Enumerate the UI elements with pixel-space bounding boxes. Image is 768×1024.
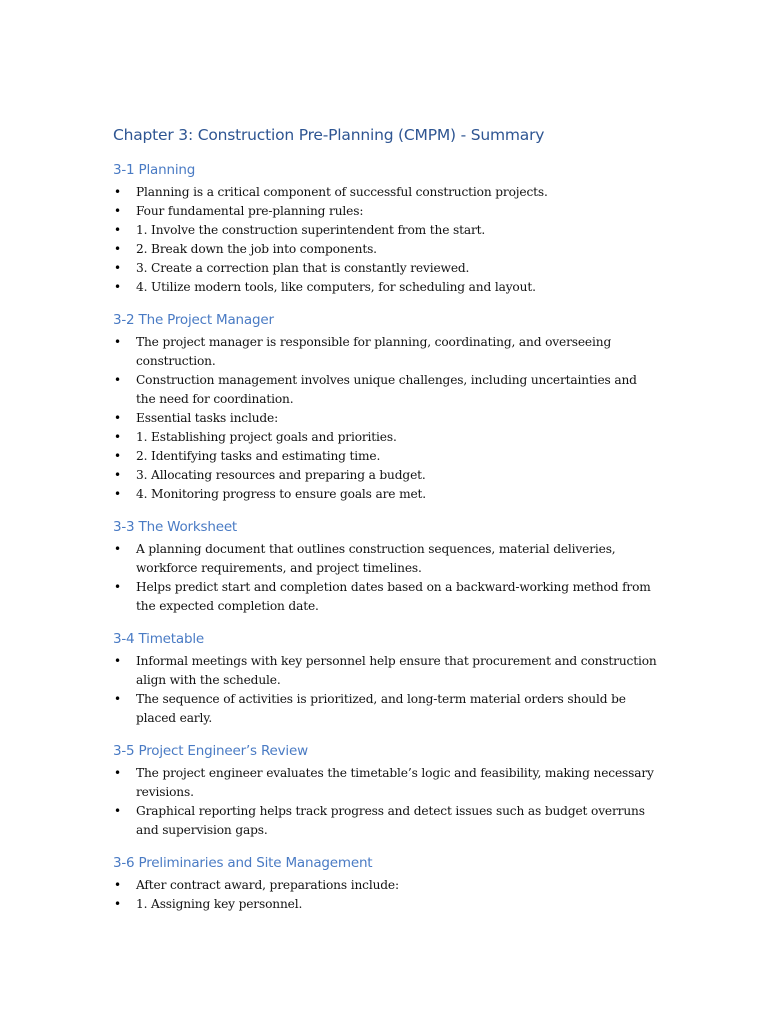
list-item-text: 3. Create a correction plan that is constantly reviewed.: [136, 261, 470, 275]
list-item: [113, 876, 658, 895]
bullet-icon: •: [114, 335, 121, 349]
bullet-list: [113, 540, 658, 616]
list-item-text: The sequence of activities is prioritized, and long-term material orders should be placed early.: [136, 692, 626, 725]
list-item-text: 3. Allocating resources and preparing a budget.: [136, 468, 426, 482]
list-item-text: Planning is a critical component of successful construction projects.: [136, 185, 548, 199]
bullet-icon: •: [114, 804, 121, 818]
bullet-icon: •: [114, 280, 121, 294]
section-preliminaries-site-management: [113, 853, 658, 914]
bullet-icon: •: [114, 654, 121, 668]
list-item-text: Helps predict start and completion dates based on a backward-working method from the expected completion date.: [136, 580, 651, 613]
list-item: [113, 895, 658, 914]
list-item: [113, 333, 658, 371]
bullet-list: [113, 764, 658, 840]
section-project-engineer-review: [113, 741, 658, 840]
section-planning: [113, 160, 658, 297]
list-item-text: Essential tasks include:: [136, 411, 279, 425]
section-heading: 3-4 Timetable: [113, 631, 204, 647]
bullet-icon: •: [114, 373, 121, 387]
document-content: [113, 124, 658, 927]
bullet-icon: •: [114, 468, 121, 482]
list-item-text: Informal meetings with key personnel help ensure that procurement and construction align with the schedule.: [136, 654, 657, 687]
bullet-icon: •: [114, 580, 121, 594]
list-item-text: 2. Break down the job into components.: [136, 242, 377, 256]
list-item: [113, 183, 658, 202]
section-worksheet: [113, 517, 658, 616]
list-item: [113, 466, 658, 485]
list-item: [113, 690, 658, 728]
list-item-text: Graphical reporting helps track progress and detect issues such as budget overruns and supervision gaps.: [136, 804, 645, 837]
list-item-text: 1. Involve the construction superintendent from the start.: [136, 223, 486, 237]
bullet-icon: •: [114, 223, 121, 237]
list-item: [113, 202, 658, 221]
bullet-icon: •: [114, 449, 121, 463]
bullet-icon: •: [114, 692, 121, 706]
list-item-text: 1. Assigning key personnel.: [136, 897, 303, 911]
list-item: [113, 540, 658, 578]
list-item: [113, 652, 658, 690]
list-item: [113, 428, 658, 447]
bullet-list: [113, 876, 658, 914]
bullet-icon: •: [114, 487, 121, 501]
list-item: [113, 278, 658, 297]
bullet-list: [113, 183, 658, 297]
list-item-text: Construction management involves unique challenges, including uncertainties and the need for coordination.: [136, 373, 637, 406]
list-item-text: Four fundamental pre-planning rules:: [136, 204, 364, 218]
list-item: [113, 802, 658, 840]
section-heading: 3-2 The Project Manager: [113, 312, 274, 328]
list-item: [113, 409, 658, 428]
list-item-text: 2. Identifying tasks and estimating time.: [136, 449, 381, 463]
list-item: [113, 221, 658, 240]
bullet-icon: •: [114, 261, 121, 275]
list-item: [113, 578, 658, 616]
bullet-icon: •: [114, 766, 121, 780]
bullet-icon: •: [114, 411, 121, 425]
list-item: [113, 371, 658, 409]
list-item: [113, 259, 658, 278]
list-item: [113, 485, 658, 504]
list-item-text: The project manager is responsible for planning, coordinating, and overseeing construction.: [136, 335, 612, 368]
bullet-icon: •: [114, 204, 121, 218]
document-title: Chapter 3: Construction Pre-Planning (CMPM) - Summary: [113, 126, 545, 144]
list-item: [113, 447, 658, 466]
section-heading: 3-5 Project Engineer’s Review: [113, 743, 308, 759]
bullet-icon: •: [114, 430, 121, 444]
bullet-icon: •: [114, 878, 121, 892]
bullet-icon: •: [114, 242, 121, 256]
bullet-list: [113, 333, 658, 504]
bullet-icon: •: [114, 897, 121, 911]
list-item-text: After contract award, preparations include:: [136, 878, 399, 892]
section-project-manager: [113, 310, 658, 504]
bullet-icon: •: [114, 185, 121, 199]
list-item: [113, 764, 658, 802]
list-item-text: 4. Monitoring progress to ensure goals are met.: [136, 487, 427, 501]
bullet-icon: •: [114, 542, 121, 556]
list-item-text: The project engineer evaluates the timetable’s logic and feasibility, making necessary revisions.: [136, 766, 654, 799]
list-item-text: 4. Utilize modern tools, like computers, for scheduling and layout.: [136, 280, 536, 294]
list-item-text: A planning document that outlines construction sequences, material deliveries, workforce requirements, and project timelines.: [136, 542, 616, 575]
section-heading: 3-3 The Worksheet: [113, 519, 238, 535]
section-heading: 3-1 Planning: [113, 162, 196, 178]
bullet-list: [113, 652, 658, 728]
section-heading: 3-6 Preliminaries and Site Management: [113, 855, 373, 871]
list-item-text: 1. Establishing project goals and priorities.: [136, 430, 397, 444]
section-timetable: [113, 629, 658, 728]
list-item: [113, 240, 658, 259]
